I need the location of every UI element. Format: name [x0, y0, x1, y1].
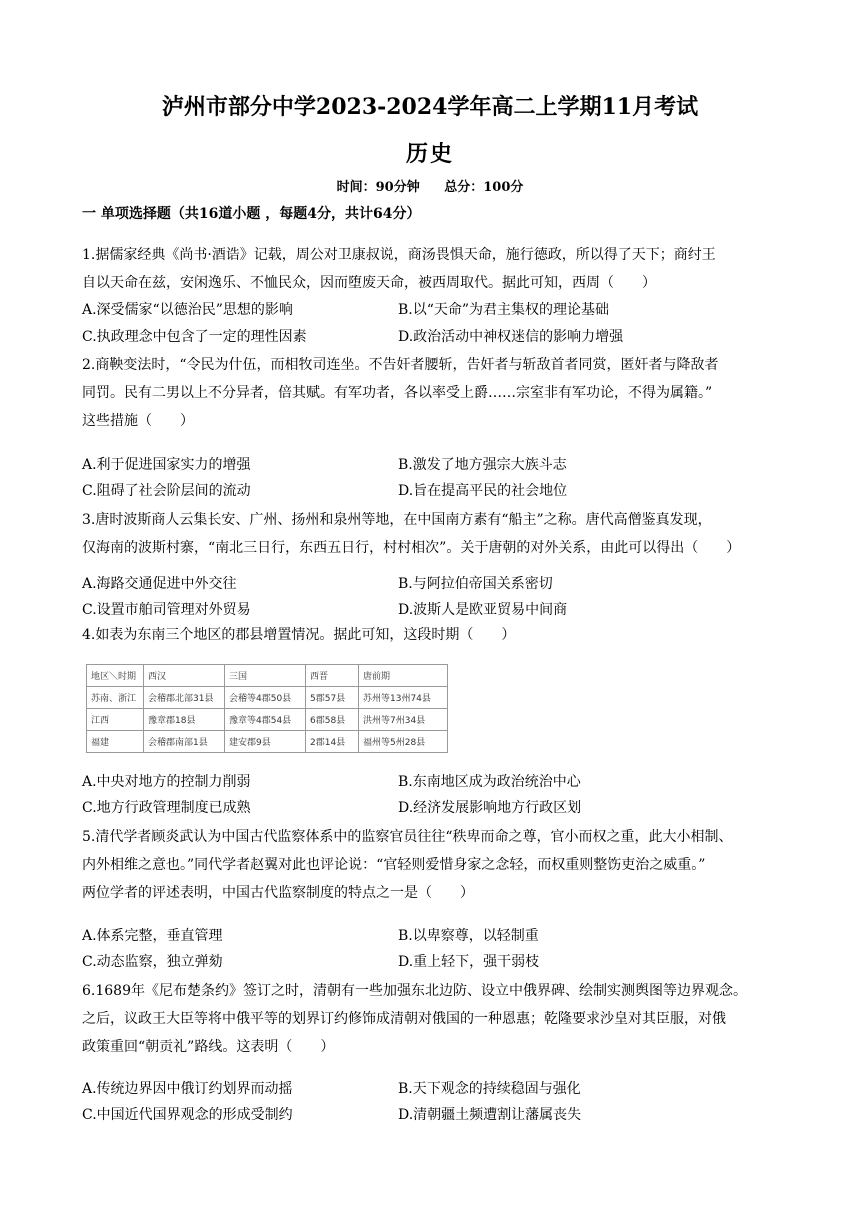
- table-cell: 建安郡9县: [225, 731, 306, 753]
- option-1c: C.执政理念中包含了一定的理性因素: [82, 329, 307, 345]
- option-4c: C.地方行政管理制度已成熟: [82, 800, 251, 816]
- option-6b: B.天下观念的持续稳固与强化: [398, 1081, 581, 1097]
- question-1-stem: [82, 241, 782, 297]
- question-line: 仅海南的波斯村寨，“南北三日行，东西五日行，村村相次”。关于唐朝的对外关系，由此可以得出（ ）: [82, 540, 741, 556]
- subject-title: 历史: [405, 141, 454, 167]
- option-3a: A.海路交通促进中外交往: [82, 576, 237, 592]
- question-line: 3.唐时波斯商人云集长安、广州、扬州和泉州等地，在中国南方素有“船主”之称。唐代高僧鉴真发现，: [82, 512, 712, 528]
- question-line: 两位学者的评述表明，中国古代监察制度的特点之一是（ ）: [82, 885, 474, 901]
- option-4d: D.经济发展影响地方行政区划: [398, 800, 582, 816]
- table-cell: 洪州等7州34县: [359, 709, 448, 731]
- option-5c: C.动态监察，独立弹劾: [82, 954, 223, 970]
- question-line: 同罚。民有二男以上不分异者，倍其赋。有军功者，各以率受上爵……宗室非有军功论，不得为属籍。”: [82, 385, 713, 401]
- table-cell: 苏南、浙江: [87, 687, 144, 709]
- table-row: [87, 687, 448, 709]
- question-line: 6.1689年《尼布楚条约》签订之时，清朝有一些加强东北边防、设立中俄界碑、绘制实测舆图等边界观念。: [82, 983, 747, 999]
- table-cell: 6郡58县: [306, 709, 359, 731]
- option-2c: C.阻碍了社会阶层间的流动: [82, 483, 251, 499]
- question-6-stem: [82, 977, 782, 1061]
- table-cell: 江西: [87, 709, 144, 731]
- question-line: 5.清代学者顾炎武认为中国古代监察体系中的监察官员往往“秩卑而命之尊，官小而权之重，此大小相制、: [82, 829, 733, 845]
- table-cell: 会稽郡南部1县: [144, 731, 225, 753]
- table-header-cell: 西汉: [144, 665, 225, 687]
- option-3b: B.与阿拉伯帝国关系密切: [398, 576, 553, 592]
- table-cell: 5郡57县: [306, 687, 359, 709]
- table-cell: 福建: [87, 731, 144, 753]
- option-5d: D.重上轻下，强干弱枝: [398, 954, 540, 970]
- question-3-stem: [82, 506, 782, 562]
- exam-time: 时间：90分钟: [336, 180, 420, 195]
- question-line: 4.如表为东南三个地区的郡县增置情况。据此可知，这段时期（ ）: [82, 627, 516, 643]
- question-2-stem: [82, 351, 782, 435]
- question-line: 这些措施（ ）: [82, 413, 194, 429]
- option-3d: D.波斯人是欧亚贸易中间商: [398, 602, 568, 618]
- table-row: [87, 731, 448, 753]
- option-2d: D.旨在提高平民的社会地位: [398, 483, 568, 499]
- question-line: 政策重回“朝贡礼”路线。这表明（ ）: [82, 1039, 335, 1055]
- table-cell: 苏州等13州74县: [359, 687, 448, 709]
- table-cell: 福州等5州28县: [359, 731, 448, 753]
- exam-score: 总分：100分: [444, 180, 524, 195]
- table-header-cell: 三国: [225, 665, 306, 687]
- question-line: 之后，议政王大臣等将中俄平等的划界订约修饰成清朝对俄国的一种恩惠；乾隆要求沙皇对其臣服，对俄: [82, 1011, 726, 1027]
- option-2b: B.激发了地方强宗大族斗志: [398, 457, 567, 473]
- option-4b: B.东南地区成为政治统治中心: [398, 774, 581, 790]
- option-3c: C.设置市舶司管理对外贸易: [82, 602, 251, 618]
- table-row: [87, 709, 448, 731]
- question-5-stem: [82, 823, 782, 907]
- question-4-stem: [82, 621, 782, 649]
- exam-info: [0, 176, 860, 195]
- table-header-cell: 西晋: [306, 665, 359, 687]
- table-cell: 会稽郡北部31县: [144, 687, 225, 709]
- table-cell: 2郡14县: [306, 731, 359, 753]
- table-header-row: [87, 665, 448, 687]
- question-line: 1.据儒家经典《尚书·酒诰》记载，周公对卫康叔说，商汤畏惧天命，施行德政，所以得了天下；商纣王: [82, 247, 716, 263]
- option-1d: D.政治活动中神权迷信的影响力增强: [398, 329, 624, 345]
- table-header-cell: 唐前期: [359, 665, 448, 687]
- option-1a: A.深受儒家“以德治民”思想的影响: [82, 302, 293, 318]
- question-line: 内外相维之意也。”同代学者赵翼对此也评论说：“官轻则爱惜身家之念轻，而权重则整饬吏治之威重。”: [82, 857, 706, 873]
- question-line: 自以天命在兹，安闲逸乐、不恤民众，因而堕废天命，被西周取代。据此可知，西周（ ）: [82, 275, 656, 291]
- option-6a: A.传统边界因中俄订约划界而动摇: [82, 1081, 293, 1097]
- option-6c: C.中国近代国界观念的形成受制约: [82, 1107, 293, 1123]
- table-cell: 会稽等4郡50县: [225, 687, 306, 709]
- table-cell: 豫章郡18县: [144, 709, 225, 731]
- section-heading: 一 单项选择题（共16道小题 ，每题4分，共计64分）: [82, 206, 421, 222]
- option-1b: B.以“天命”为君主集权的理论基础: [398, 302, 610, 318]
- county-table: [86, 664, 448, 753]
- option-2a: A.利于促进国家实力的增强: [82, 457, 251, 473]
- question-line: 2.商鞅变法时，“令民为什伍，而相牧司连坐。不告奸者腰斩，告奸者与斩敌首者同赏，匿奸者与降敌者: [82, 357, 719, 373]
- table-header-cell: 地区＼时期: [87, 665, 144, 687]
- option-5b: B.以卑察尊，以轻制重: [398, 928, 539, 944]
- exam-title: 泸州市部分中学2023-2024学年高二上学期11月考试: [161, 94, 699, 120]
- option-6d: D.清朝疆土频遭割让藩属丧失: [398, 1107, 582, 1123]
- option-5a: A.体系完整，垂直管理: [82, 928, 223, 944]
- option-4a: A.中央对地方的控制力削弱: [82, 774, 251, 790]
- table-cell: 豫章等4郡54县: [225, 709, 306, 731]
